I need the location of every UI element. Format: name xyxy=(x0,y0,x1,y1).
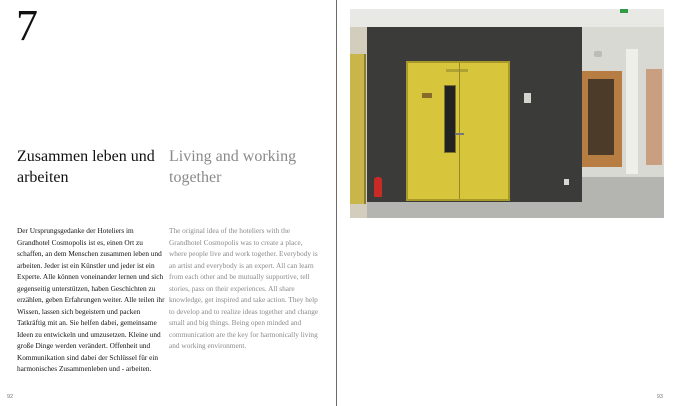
photo-wooden-door-glass xyxy=(588,79,614,155)
photo-ceiling-lamp xyxy=(594,51,602,57)
photo-wall-outlet xyxy=(564,179,569,185)
photo-door-split xyxy=(459,63,460,199)
right-page xyxy=(337,0,673,406)
elevator-photo xyxy=(350,9,664,218)
photo-fire-extinguisher xyxy=(374,177,382,197)
photo-door-plate xyxy=(446,69,468,72)
photo-side-door xyxy=(350,54,366,204)
title-german: Zusammen leben und arbeiten xyxy=(17,148,155,186)
title-english: Living and working together xyxy=(169,148,297,186)
photo-column xyxy=(626,49,638,174)
photo-door-handle xyxy=(455,133,464,135)
photo-exit-sign xyxy=(620,9,628,13)
body-text-german: Der Ursprungsgedanke der Hoteliers im Grandhotel Cosmopolis ist es, einen Ort zu schaffen, an dem Menschen zusammen leben und arbeiten. Jeder ist ein Künstler und jeder ist ein Experte. Alle können voneinander lernen und sich gegenseitig unterstützen, haben Geschichten zu erzählen, geben Erfahrungen weiter. Alle teilen ihr Wissen, lassen sich begeistern und packen Tatkräftig mit an. Sie helfen dabei, gemeinsame Ideen zu entwickeln und umzusetzen. Kleine und große Dinge werden verändert. Offenheit und Kommunikation sind dabei der Schlüssel für ein harmonisches Zusammenleben und - arbeiten. xyxy=(17,226,165,373)
photo-call-panel xyxy=(524,93,531,103)
photo-poster xyxy=(646,69,662,165)
photo-door-sign xyxy=(422,93,432,98)
photo-elevator-door xyxy=(406,61,510,201)
body-text-english: The original idea of the hoteliers with the Grandhotel Cosmopolis was to create a place, where people live and work together. Everybody is an artist and everybody is an expert. All can learn from each other and be mutually supportive, tell stories, pass on their experiences. All share knowledge, get inspired and take action. They help to develop and to realize ideas together and change small and big things. Being open minded and communication are the key for harmonically living and working environment. xyxy=(169,226,319,350)
page-number-left: 92 xyxy=(7,394,14,400)
page-number-right: 93 xyxy=(656,394,663,400)
chapter-number: 7 xyxy=(16,1,38,50)
photo-ceiling xyxy=(350,9,664,27)
photo-door-window xyxy=(444,85,456,153)
